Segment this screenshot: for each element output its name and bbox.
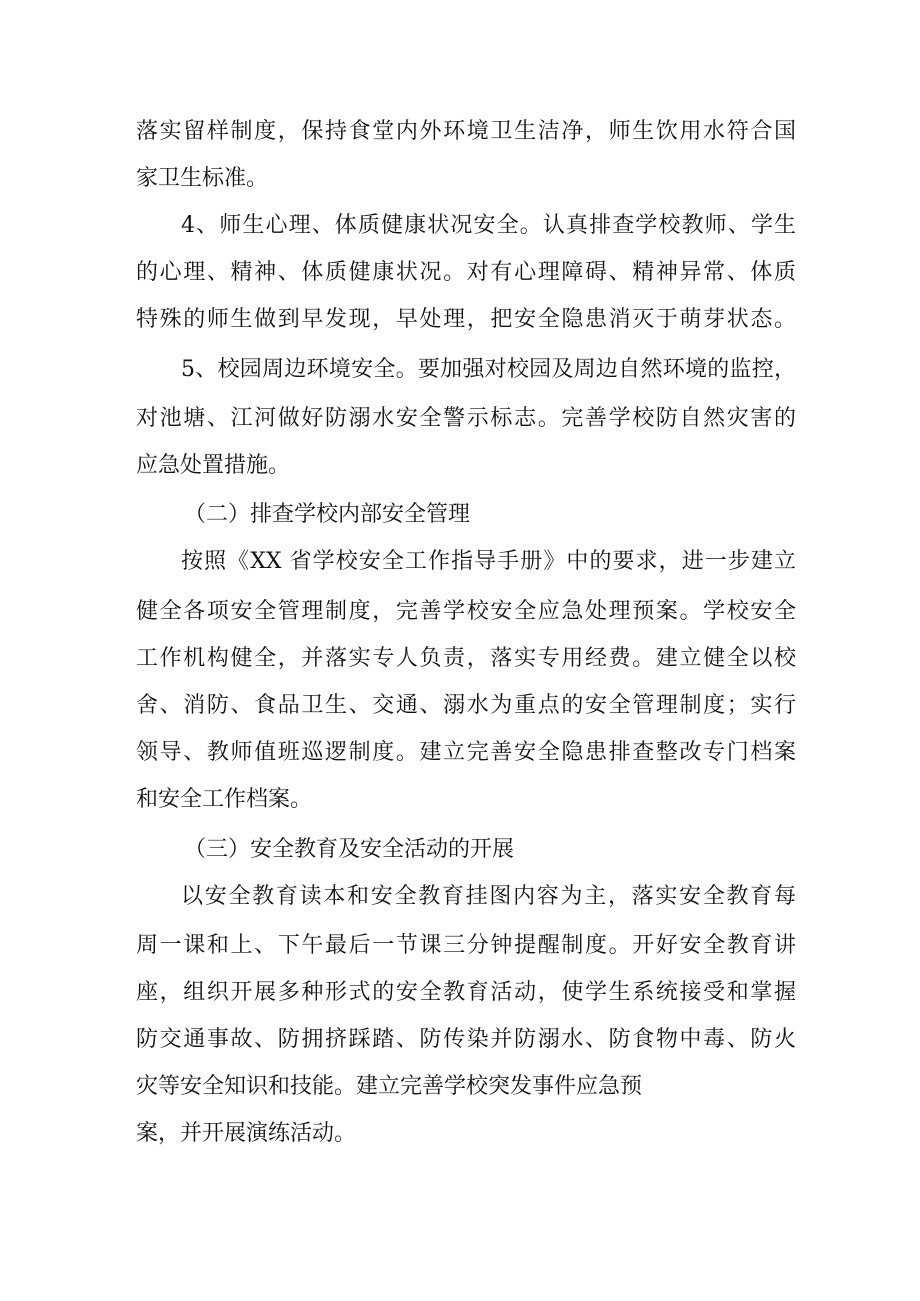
paragraph-line: 周一课和上、下午最后一节课三分钟提醒制度。开好安全教育讲 (136, 933, 796, 958)
section-heading: （二）排查学校内部安全管理 (184, 502, 471, 527)
paragraph-line: 工作机构健全，并落实专人负责，落实专用经费。建立健全以校 (136, 646, 796, 671)
paragraph-line: 落实留样制度，保持食堂内外环境卫生洁净，师生饮用水符合国 (136, 119, 796, 144)
paragraph-line: 健全各项安全管理制度，完善学校安全应急处理预案。学校安全 (136, 599, 796, 624)
paragraph-line: 按照《XX 省学校安全工作指导手册》中的要求，进一步建立 (181, 549, 796, 574)
paragraph-line: 4、师生心理、体质健康状况安全。认真排查学校教师、学生 (181, 213, 796, 238)
paragraph-line: 舍、消防、食品卫生、交通、溺水为重点的安全管理制度；实行 (136, 693, 796, 718)
paragraph-line: 和安全工作档案。 (136, 787, 313, 812)
paragraph-line: 灾等安全知识和技能。建立完善学校突发事件应急预 (136, 1074, 643, 1099)
paragraph-line: 应急处置措施。 (136, 453, 291, 478)
paragraph-line: 特殊的师生做到早发现，早处理，把安全隐患消灭于萌芽状态。 (136, 307, 796, 332)
paragraph-line: 防交通事故、防拥挤踩踏、防传染并防溺水、防食物中毒、防火 (136, 1027, 796, 1052)
paragraph-line: 家卫生标准。 (136, 166, 269, 191)
paragraph-line: 以安全教育读本和安全教育挂图内容为主，落实安全教育每 (181, 884, 796, 909)
paragraph-line: 的心理、精神、体质健康状况。对有心理障碍、精神异常、体质 (136, 260, 796, 285)
paragraph-line: 5、校园周边环境安全。要加强对校园及周边自然环境的监控， (181, 357, 796, 382)
paragraph-line: 领导、教师值班巡逻制度。建立完善安全隐患排查整改专门档案 (136, 740, 796, 765)
paragraph-line: 座，组织开展多种形式的安全教育活动，使学生系统接受和掌握 (136, 980, 796, 1005)
paragraph-line: 案，并开展演练活动。 (136, 1121, 357, 1146)
paragraph-line: 对池塘、江河做好防溺水安全警示标志。完善学校防自然灾害的 (136, 406, 796, 431)
section-heading: （三）安全教育及安全活动的开展 (184, 837, 515, 862)
